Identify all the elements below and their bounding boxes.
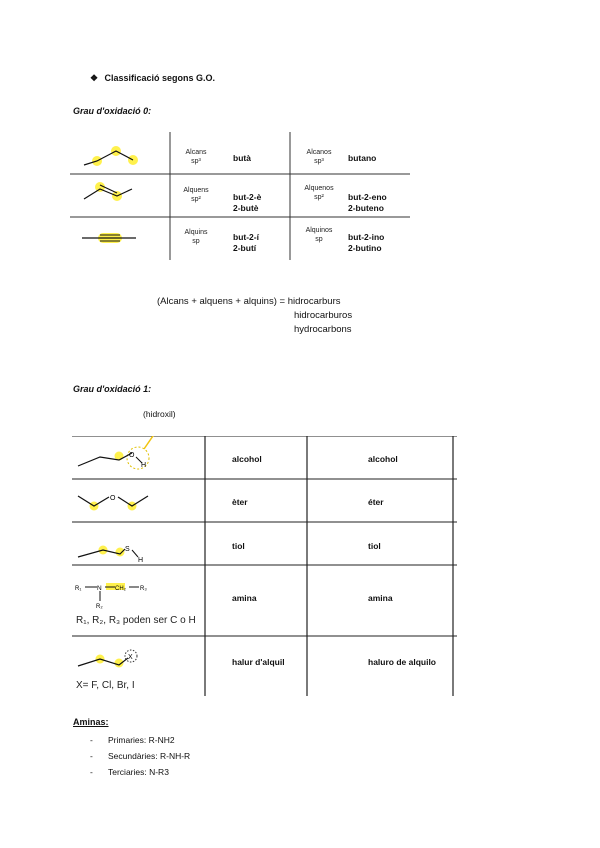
table0-row3-name-es: but-2-ino 2-butino [348, 232, 385, 253]
ether-structure-icon [78, 495, 148, 511]
amine-structure-icon [75, 583, 147, 610]
butane-structure-icon [84, 146, 138, 166]
hidroxil-label: (hidroxil) [143, 409, 176, 419]
table0-row1-name-es: butano [348, 153, 377, 163]
hydrocarbons-line2: hidrocarburos [294, 310, 353, 321]
butyne-structure-icon [82, 233, 136, 243]
halide-note: X= F, Cl, Br, I [76, 680, 135, 691]
r3-label: R₃ [140, 586, 147, 592]
amine-ca: amina [232, 593, 257, 603]
heading-text: Classificació segons G.O. [104, 73, 216, 83]
diamond-bullet-icon: ❖ [90, 73, 99, 83]
thiol-ca: tiol [232, 541, 245, 551]
section0-title: Grau d'oxidació 0: [73, 106, 152, 116]
nitrogen-atom-label: N [97, 585, 102, 592]
table0-row2-name-ca: but-2-è 2-butè [233, 192, 262, 213]
aminas-item-secundaries: - Secundàries: R-NH-R [90, 751, 191, 761]
r2-label: R₂ [96, 604, 103, 610]
section-heading [90, 73, 215, 84]
table0-row3-cat-ca: Alquins sp [184, 229, 208, 245]
table0-row2-name-es: but-2-eno 2-buteno [348, 192, 387, 213]
hydrocarbons-line3: hydrocarbons [294, 324, 352, 335]
aminas-title: Aminas: [73, 717, 109, 727]
r1-label: R₁ [75, 586, 82, 592]
ether-ca: èter [232, 497, 248, 507]
alcohol-ca: alcohol [232, 454, 262, 464]
aminas-item-primaries: - Primaries: R-NH2 [90, 735, 175, 745]
thiol-structure-icon [78, 546, 143, 565]
thiol-hydrogen-label: H [138, 557, 144, 564]
butene-structure-icon [84, 182, 132, 201]
table0-row2-cat-ca: Alquens sp² [183, 187, 209, 203]
halogen-atom-label: X [128, 654, 133, 661]
aminas-item-terciaries: - Terciaries: N-R3 [90, 767, 169, 777]
table0-row1-cat-es: Alcanos sp³ [306, 149, 332, 165]
table0-row3-name-ca: but-2-í 2-butí [233, 232, 259, 253]
halide-es: haluro de alquilo [368, 657, 437, 667]
sulfur-atom-label: S [125, 546, 130, 553]
alcohol-es: alcohol [368, 454, 398, 464]
table0-row1-name-ca: butà [233, 153, 251, 163]
hydrogen-atom-label: H [141, 462, 147, 469]
ether-es: éter [368, 497, 384, 507]
ch2-label: CH₂ [115, 586, 126, 592]
oxidation0-table [70, 132, 410, 260]
alcohol-structure-icon [78, 436, 158, 469]
alkyl-halide-structure-icon [78, 650, 137, 668]
oxidation1-table [72, 436, 457, 696]
table0-row1-cat-ca: Alcans sp³ [185, 149, 207, 165]
hydrocarbons-line1: (Alcans + alquens + alquins) = hidrocarburs [157, 296, 341, 307]
section1-title: Grau d'oxidació 1: [73, 384, 152, 394]
amine-note: R₁, R₂, R₃ poden ser C o H [76, 615, 196, 626]
amine-es: amina [368, 593, 393, 603]
ether-oxygen-label: O [110, 495, 116, 502]
oxygen-atom-label: O [129, 452, 135, 459]
table0-row2-cat-es: Alquenos sp² [304, 185, 334, 201]
thiol-es: tiol [368, 541, 381, 551]
halide-ca: halur d'alquil [232, 657, 285, 667]
table0-row3-cat-es: Alquinos sp [305, 227, 333, 243]
